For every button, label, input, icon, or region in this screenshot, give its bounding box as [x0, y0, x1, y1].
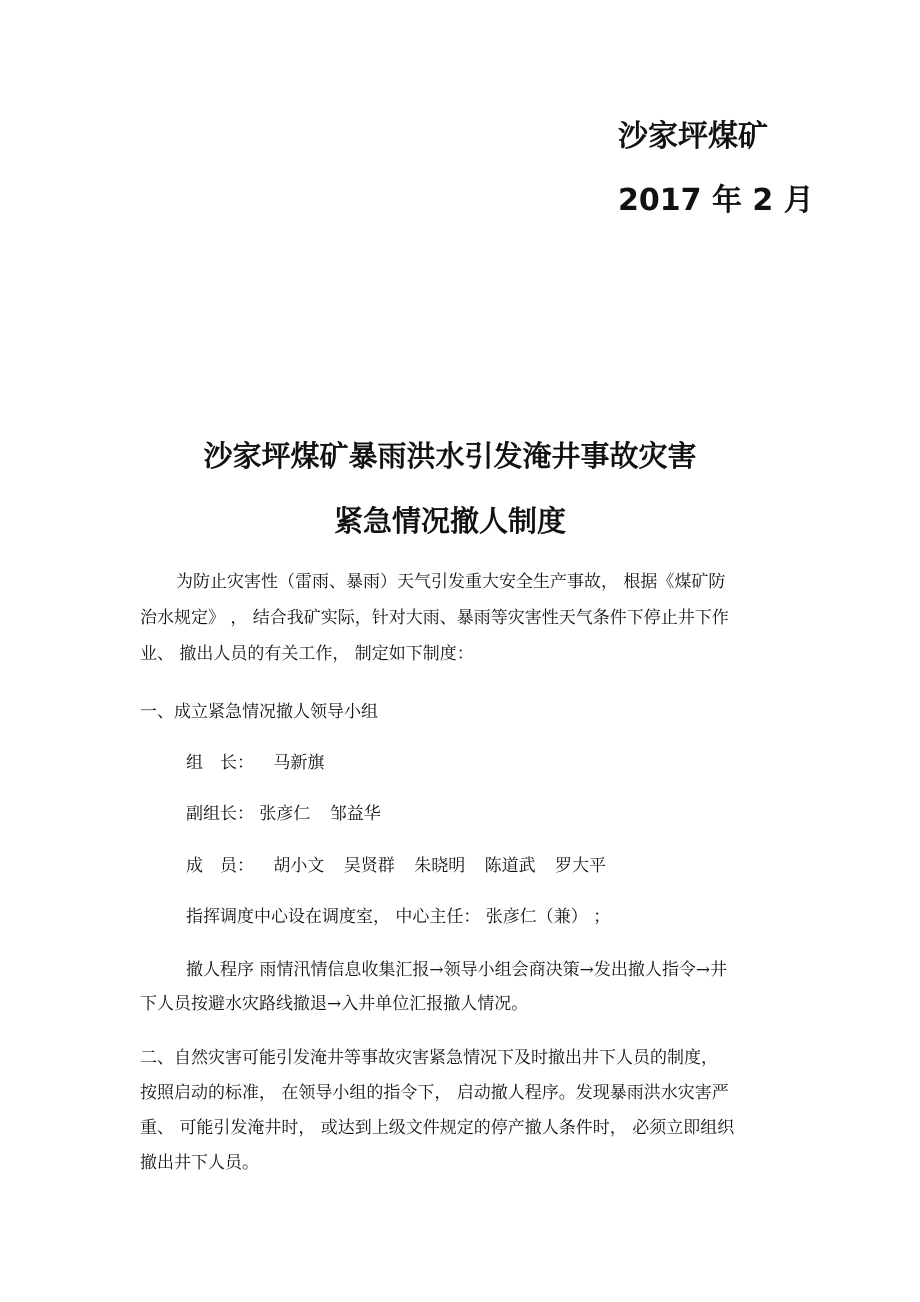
member-name: 陈道武: [484, 856, 536, 876]
section-2-line-4: 撤出井下人员。: [140, 1153, 259, 1173]
members-row: [186, 846, 620, 886]
member-name: 吴贤群: [343, 856, 395, 876]
member-name: 罗大平: [555, 856, 607, 876]
section-2-line-1: 二、自然灾害可能引发淹井等事故灾害紧急情况下及时撤出井下人员的制度，: [140, 1048, 718, 1068]
members-label: 成 员：: [186, 856, 254, 876]
leader-row: [186, 743, 338, 783]
dispatch-center-line: 指挥调度中心设在调度室， 中心主任： 张彦仁（兼） ；: [186, 907, 611, 927]
procedure-line-2: 下人员按避水灾路线撤退→入井单位汇报撤人情况。: [140, 994, 529, 1014]
document-title-line-2: 紧急情况撤人制度: [333, 504, 566, 538]
cover-organization: 沙家坪煤矿: [618, 119, 768, 154]
section-2-line-3: 重、 可能引发淹井时， 或达到上级文件规定的停产撤人条件时， 必须立即组织: [140, 1118, 735, 1138]
intro-line-3: 业、 撤出人员的有关工作， 制定如下制度：: [140, 644, 474, 664]
procedure-line-1: 撤人程序 雨情汛情信息收集汇报→领导小组会商决策→发出撤人指令→井: [186, 960, 728, 980]
deputy-row: [186, 794, 395, 834]
member-name: 朱晓明: [414, 856, 466, 876]
document-title-line-1: 沙家坪煤矿暴雨洪水引发淹井事故灾害: [203, 439, 697, 473]
deputy-name: 邹益华: [329, 804, 381, 824]
intro-line-2: 治水规定》 ， 结合我矿实际，针对大雨、暴雨等灾害性天气条件下停止井下作: [140, 608, 729, 628]
deputy-name: 张彦仁: [259, 804, 311, 824]
leader-label: 组 长：: [186, 753, 254, 773]
member-name: 胡小文: [273, 856, 325, 876]
intro-line-1: 为防止灾害性（雷雨、暴雨）天气引发重大安全生产事故， 根据《煤矿防: [176, 572, 726, 592]
deputy-label: 副组长：: [186, 804, 254, 824]
section-2-line-2: 按照启动的标准， 在领导小组的指令下， 启动撤人程序。发现暴雨洪水灾害严: [140, 1083, 729, 1103]
cover-date: 2017 年 2 月: [618, 183, 814, 218]
leader-name: 马新旗: [273, 753, 325, 773]
section-1-heading: 一、成立紧急情况撤人领导小组: [140, 702, 378, 722]
